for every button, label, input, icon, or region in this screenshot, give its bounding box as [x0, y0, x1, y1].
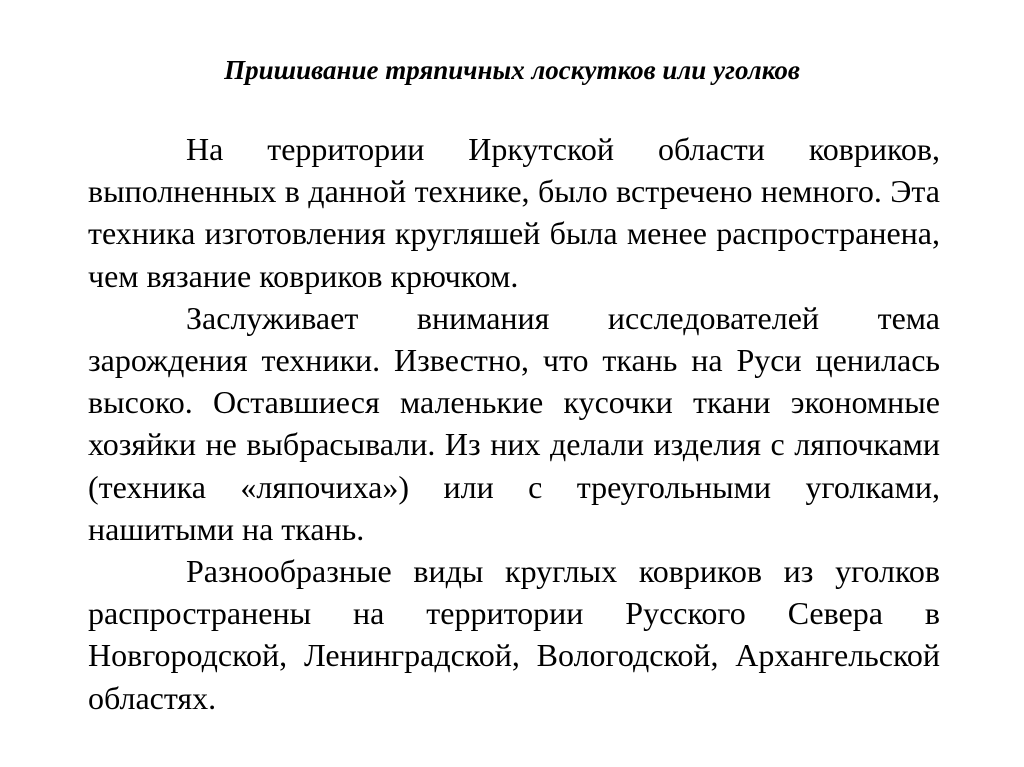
- slide-title: Пришивание тряпичных лоскутков или уголков: [224, 55, 800, 85]
- paragraph-3: Разнообразные виды круглых ковриков из уголков распространены на территории Русского Севера в Новгородской, Ленинградской, Вологодской, Архангельской областях.: [88, 553, 940, 716]
- paragraph-2: Заслуживает внимания исследователей тема зарождения техники. Известно, что ткань на Руси ценилась высоко. Оставшиеся маленькие кусочки ткани экономные хозяйки не выбрасывали. Из них делали изделия с ляпочками (техника «ляпочиха») или с треугольными уголками, нашитыми на ткань.: [88, 299, 940, 547]
- paragraph-1: На территории Иркутской области ковриков, выполненных в данной технике, было встречено немного. Эта техника изготовления кругляшей была менее распространена, чем вязание ковриков крючком.: [88, 131, 940, 294]
- slide-body: [88, 128, 940, 719]
